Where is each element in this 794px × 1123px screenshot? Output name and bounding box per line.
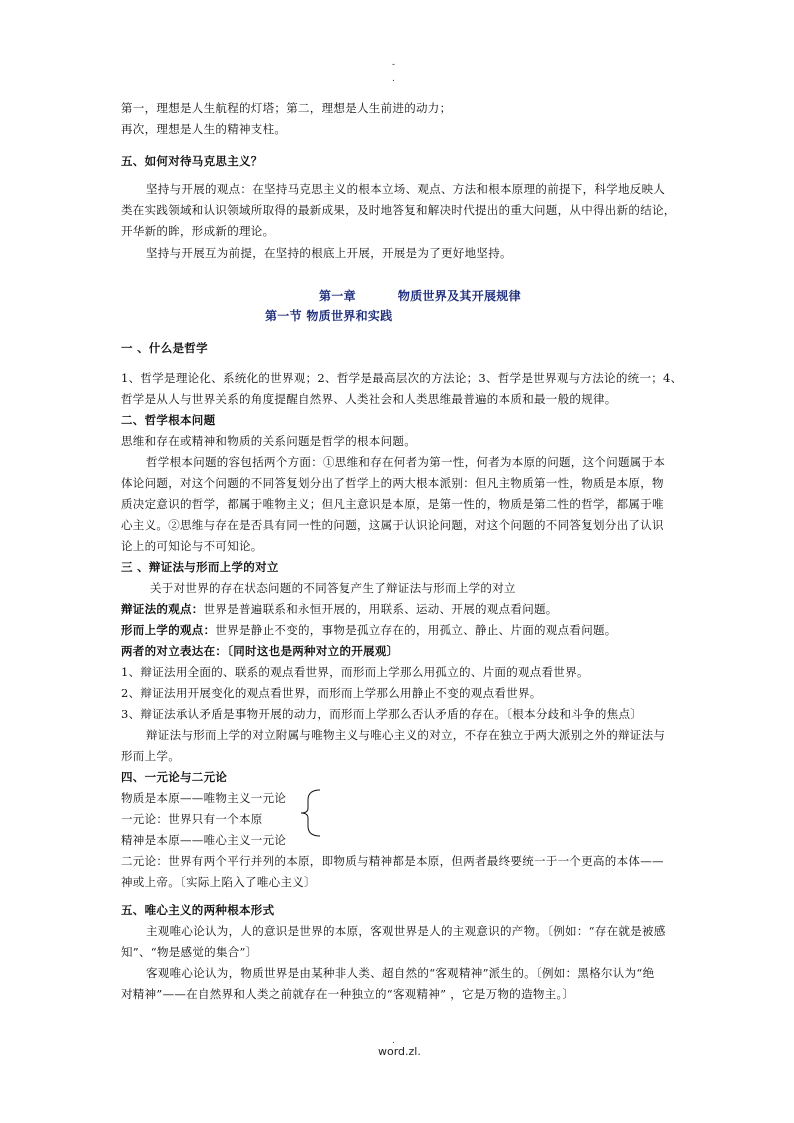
metaphysics-text: 世界是静止不变的，事物是孤立存在的，用孤立、静止、片面的观点看问题。 — [215, 623, 617, 637]
intro-line-2: 再次，理想是人生的精神支柱。 — [121, 122, 287, 136]
paragraph-line: 心主义。②思维与存在是否具有同一性的问题，这属于认识论问题，对这个问题的不同答复划分出了认识 — [121, 518, 664, 532]
header-mark-bottom: . — [392, 74, 395, 84]
paragraph-line: 1、哲学是理论化、系统化的世界观；2、哲学是最高层次的方法论；3、哲学是世界观与方法论的统一；4、 — [121, 371, 683, 385]
heading-dialectics: 三 、辩证法与形而上学的对立 — [121, 560, 279, 574]
contrast-heading: 两者的对立表达在：〔同时这也是两种对立的开展观〕 — [121, 644, 399, 658]
list-item: 3、辩证法承认矛盾是事物开展的动力，而形而上学那么否认矛盾的存在。〔根本分歧和斗争的焦点〕 — [121, 707, 643, 721]
dialectic-label: 辩证法的观点： — [121, 602, 204, 616]
monism-item: 一元论：世界只有一个本原 — [121, 812, 263, 826]
footer-text: word.zl. — [378, 1045, 421, 1058]
paragraph-line: 对精神”——在自然界和人类之前就存在一种独立的“客观精神” ，它是万物的造物主。〕 — [121, 987, 575, 1001]
paragraph-line: 主观唯心论认为，人的意识是世界的本原，客观世界是人的主观意识的产物。〔例如：“存在就是被感 — [146, 924, 666, 938]
metaphysics-label: 形而上学的观点： — [121, 623, 216, 637]
paragraph-line: 神或上帝。〔实际上陷入了唯心主义〕 — [121, 875, 316, 889]
paragraph-line: 客观唯心论认为，物质世界是由某种非人类、超自然的“客观精神”派生的。〔例如：黑格尔认为“绝 — [146, 966, 655, 980]
paragraph-line: 哲学根本问题的容包括两个方面：①思维和存在何者为第一性，何者为本原的问题，这个问题属于本 — [146, 455, 666, 469]
chapter-number: 第一章 — [319, 289, 356, 303]
paragraph-line: 质决定意识的哲学，都属于唯物主义；但凡主意识是本原，是第一性的，物质是第二性的哲学，都属于唯 — [121, 497, 664, 511]
list-item: 2、辩证法用开展变化的观点看世界，而形而上学那么用静止不变的观点看世界。 — [121, 686, 542, 700]
paragraph-line: 类在实践领域和认识领域所取得的最新成果，及时地答复和解决时代提出的重大问题，从中得出新的结论， — [121, 203, 676, 217]
right-brace-icon — [298, 788, 322, 838]
header-mark-top: - — [392, 60, 396, 70]
paragraph-line: 哲学是从人与世界关系的角度提醒自然界、人类社会和人类思维最普遍的本质和最一般的规律。 — [121, 392, 617, 406]
monism-item: 精神是本原——唯心主义一元论 — [121, 833, 287, 847]
heading-idealism-forms: 五、唯心主义的两种根本形式 — [121, 903, 275, 917]
dialectic-view — [121, 601, 558, 617]
paragraph-line: 思维和存在或精神和物质的关系问题是哲学的根本问题。 — [121, 434, 416, 448]
paragraph-line: 关于对世界的存在状态问题的不同答复产生了辩证法与形而上学的对立 — [150, 581, 516, 595]
paragraph-line: 体论问题，对这个问题的不同答复划分出了哲学上的两大根本派别：但凡主物质第一性，物质是本原，物 — [121, 476, 664, 490]
paragraph-line: 开华新的眸，形成新的理论。 — [121, 224, 275, 238]
footer-mark: . — [392, 1036, 395, 1046]
paragraph-line: 坚持与开展互为前提，在坚持的根底上开展，开展是为了更好地坚持。 — [146, 246, 512, 260]
heading-basic-question: 二、哲学根本问题 — [121, 413, 216, 427]
heading-philosophy: 一 、什么是哲学 — [121, 341, 208, 355]
dialectic-text: 世界是普遍联系和永恒开展的，用联系、运动、开展的观点看问题。 — [203, 602, 558, 616]
heading-marxism: 五、如何对待马克思主义？ — [121, 154, 263, 168]
paragraph-line: 坚持与开展的观点：在坚持马克思主义的根本立场、观点、方法和根本原理的前提下，科学地反映人 — [146, 182, 666, 196]
list-item: 1、辩证法用全面的、联系的观点看世界，而形而上学那么用孤立的、片面的观点看世界。 — [121, 665, 589, 679]
heading-monism: 四、一元论与二元论 — [121, 770, 228, 784]
paragraph-line: 知”、“物是感觉的集合”〕 — [121, 945, 258, 959]
section-title: 第一节 物质世界和实践 — [265, 309, 393, 323]
metaphysics-view — [121, 622, 617, 638]
paragraph-line: 形而上学。 — [121, 749, 180, 763]
chapter-title — [319, 288, 521, 304]
monism-item: 物质是本原——唯物主义一元论 — [121, 791, 287, 805]
paragraph-line: 论上的可知论与不可知论。 — [121, 539, 263, 553]
chapter-name: 物质世界及其开展规律 — [397, 289, 521, 303]
intro-line-1: 第一，理想是人生航程的灯塔；第二，理想是人生前进的动力； — [121, 101, 452, 115]
paragraph-line: 辩证法与形而上学的对立附属与唯物主义与唯心主义的对立，不存在独立于两大派别之外的辩证法与 — [146, 728, 666, 742]
paragraph-line: 二元论：世界有两个平行并列的本原，即物质与精神都是本原，但两者最终要统一于一个更高的本体—— — [121, 854, 664, 868]
